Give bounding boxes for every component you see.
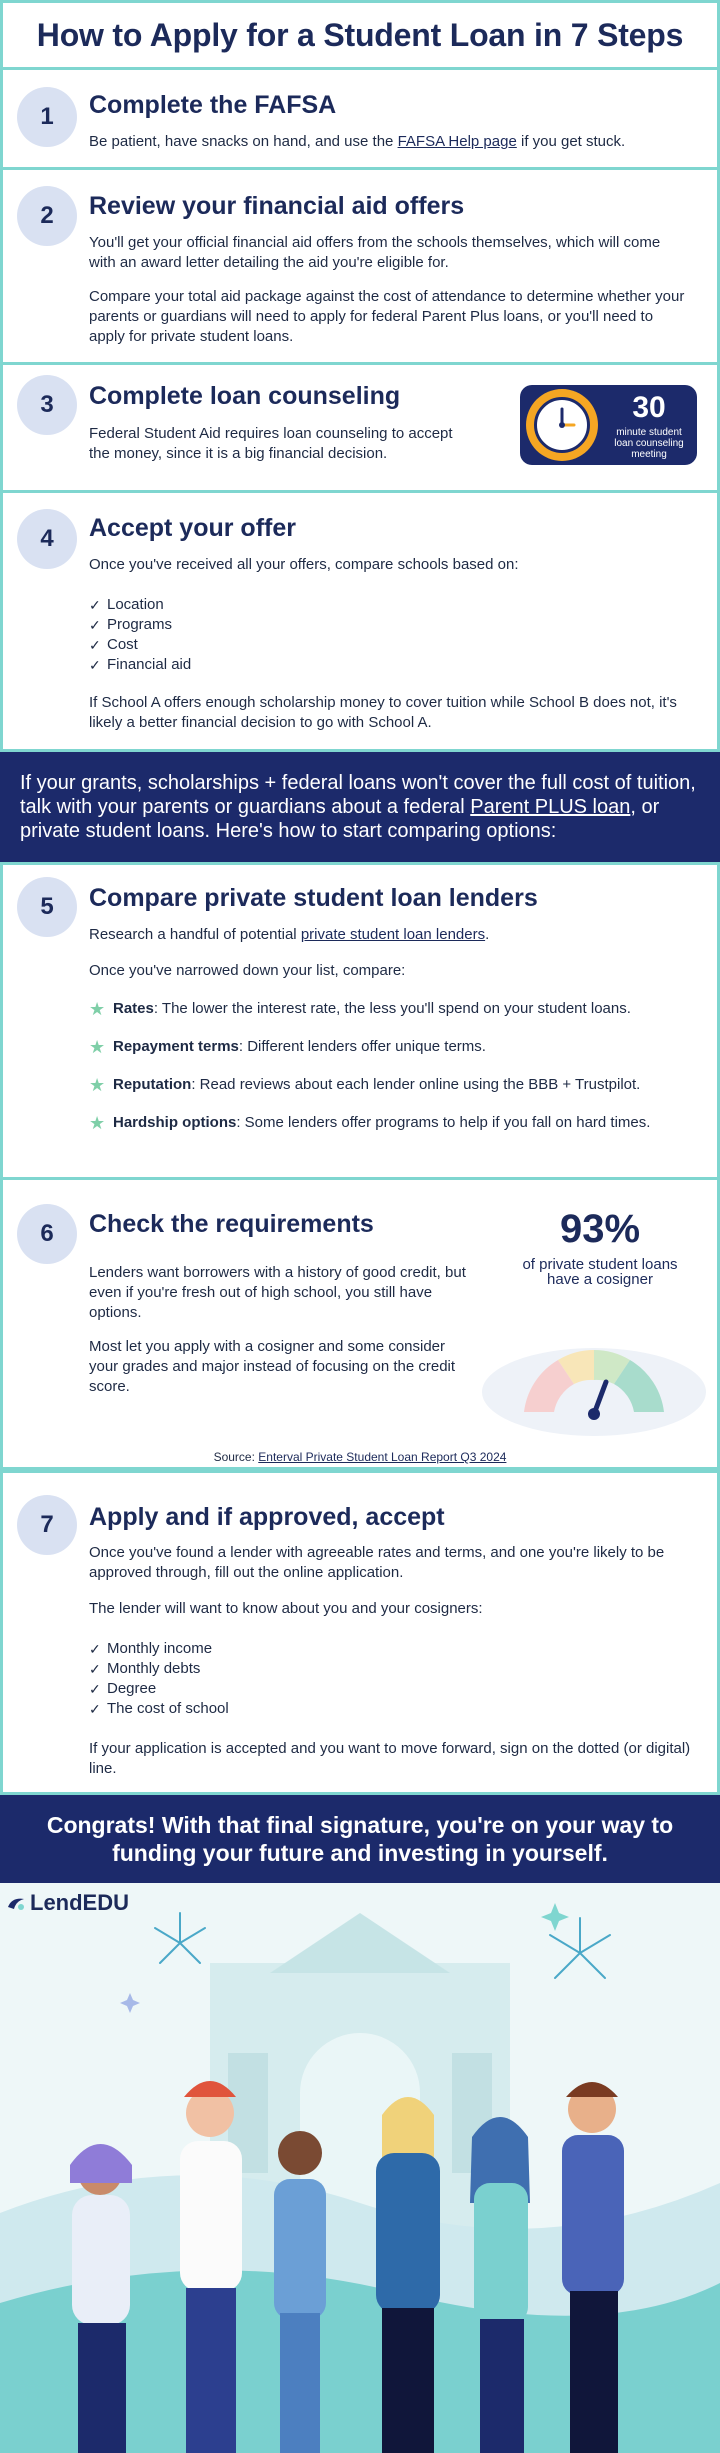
parent-plus-banner <box>0 752 720 862</box>
star-icon: ★ <box>89 1113 106 1133</box>
compare-intro: Once you've narrowed down your list, compare: <box>89 962 406 979</box>
banner-text: If your grants, scholarships + federal loans won't cover the full cost of tuition, talk with your parents or guardians about a federal Parent PLUS loan, or private student loans. Here's how to start comparing options: <box>20 772 696 842</box>
parent-plus-link[interactable]: Parent PLUS loan <box>470 796 631 818</box>
step-paragraph: Compare your total aid package against the cost of attendance to determine whether your parents or guardians will need to apply for federal Parent Plus loans, or you'll need to apply for private student loans. <box>89 288 685 345</box>
step-title: Complete the FAFSA <box>89 91 337 119</box>
step-7 <box>0 1470 720 1795</box>
cosigner-stat-value: 93% <box>559 1207 641 1251</box>
timer-value: 30 <box>632 391 666 424</box>
star-icon: ★ <box>89 1037 106 1057</box>
list-item: ✓ Cost <box>89 635 389 655</box>
credit-gauge-icon <box>478 1322 710 1438</box>
step-paragraph: Most let you apply with a cosigner and some consider your grades and major instead of focusing on the credit score. <box>89 1338 456 1395</box>
private-lenders-link[interactable]: private student loan lenders <box>300 926 486 943</box>
step-text: Be patient, have snacks on hand, and use the FAFSA Help page if you get stuck. <box>89 133 626 150</box>
step-paragraph: Lenders want borrowers with a history of good credit, but even if you're fresh out of high school, you still have options. <box>89 1264 466 1321</box>
step-number: 2 <box>17 186 77 246</box>
criteria-item: ★ Hardship options: Some lenders offer programs to help if you fall on hard times. <box>89 1113 651 1133</box>
step-4 <box>0 493 720 752</box>
step-5 <box>0 862 720 1180</box>
timer-caption: minute student loan counseling meeting <box>614 427 684 460</box>
criteria-item: ★ Rates: The lower the interest rate, the less you'll spend on your student loans. <box>89 999 631 1019</box>
lendedu-logo <box>6 1890 129 1916</box>
step-title: Apply and if approved, accept <box>89 1503 445 1531</box>
list-item: ✓ Programs <box>89 615 389 635</box>
step-title: Check the requirements <box>89 1210 374 1238</box>
step-intro: Once you've received all your offers, compare schools based on: <box>89 556 519 573</box>
step-outro: If School A offers enough scholarship money to cover tuition while School B does not, it's likely a better financial decision to go with School A. <box>89 694 677 731</box>
step-number: 7 <box>17 1495 77 1555</box>
step-number: 4 <box>17 509 77 569</box>
step-title: Complete loan counseling <box>89 382 401 410</box>
criteria-item: ★ Reputation: Read reviews about each lender online using the BBB + Trustpilot. <box>89 1075 641 1095</box>
clock-icon <box>526 389 598 461</box>
lendedu-logo-icon <box>6 1893 26 1913</box>
step-title: Review your financial aid offers <box>89 192 465 220</box>
step-title: Accept your offer <box>89 514 296 542</box>
school-criteria-list <box>89 595 389 675</box>
step-number: 6 <box>17 1204 77 1264</box>
list-item: ✓ Location <box>89 595 389 615</box>
star-icon: ★ <box>89 1075 106 1095</box>
counseling-timer-card <box>520 385 697 465</box>
fafsa-help-link[interactable]: FAFSA Help page <box>397 133 517 150</box>
step-number: 1 <box>17 87 77 147</box>
list-item: ✓ The cost of school <box>89 1699 389 1719</box>
students-illustration <box>0 1883 720 2453</box>
congrats-banner <box>0 1795 720 1883</box>
step-text: Federal Student Aid requires loan counseling to accept the money, since it is a big financial decision. <box>89 425 453 462</box>
lender-criteria-list <box>89 999 699 1151</box>
page-title: How to Apply for a Student Loan in 7 Steps <box>36 16 684 53</box>
criteria-item: ★ Repayment terms: Different lenders offer unique terms. <box>89 1037 486 1057</box>
congrats-text: Congrats! With that final signature, you're on your way to funding your future and investing in yourself. <box>46 1812 674 1866</box>
application-info-list <box>89 1639 389 1719</box>
logo-text: LendEDU <box>30 1890 129 1915</box>
list-item: ✓ Degree <box>89 1679 389 1699</box>
source-link[interactable]: Enterval Private Student Loan Report Q3 2024 <box>258 1450 507 1464</box>
step-1 <box>0 70 720 170</box>
list-item: ✓ Financial aid <box>89 655 389 675</box>
title-bar <box>0 0 720 70</box>
step-2 <box>0 170 720 365</box>
step-paragraph: If your application is accepted and you want to move forward, sign on the dotted (or digital) line. <box>89 1740 691 1777</box>
star-icon: ★ <box>89 999 106 1019</box>
source-note: Source: Enterval Private Student Loan Report Q3 2024 <box>213 1450 507 1464</box>
step-paragraph: You'll get your official financial aid offers from the schools themselves, which will come with an award letter detailing the aid you're eligible for. <box>89 234 661 271</box>
step-number: 5 <box>17 877 77 937</box>
step-title: Compare private student loan lenders <box>89 884 538 912</box>
list-item: ✓ Monthly income <box>89 1639 389 1659</box>
step-intro: Research a handful of potential private student loan lenders. <box>89 926 490 943</box>
list-item: ✓ Monthly debts <box>89 1659 389 1679</box>
step-number: 3 <box>17 375 77 435</box>
step-paragraph: Once you've found a lender with agreeable rates and terms, and one you're likely to be approved through, fill out the online application. <box>89 1544 665 1581</box>
step-paragraph: The lender will want to know about you and your cosigners: <box>89 1600 483 1617</box>
cosigner-stat-caption: of private student loans have a cosigner <box>522 1256 678 1288</box>
